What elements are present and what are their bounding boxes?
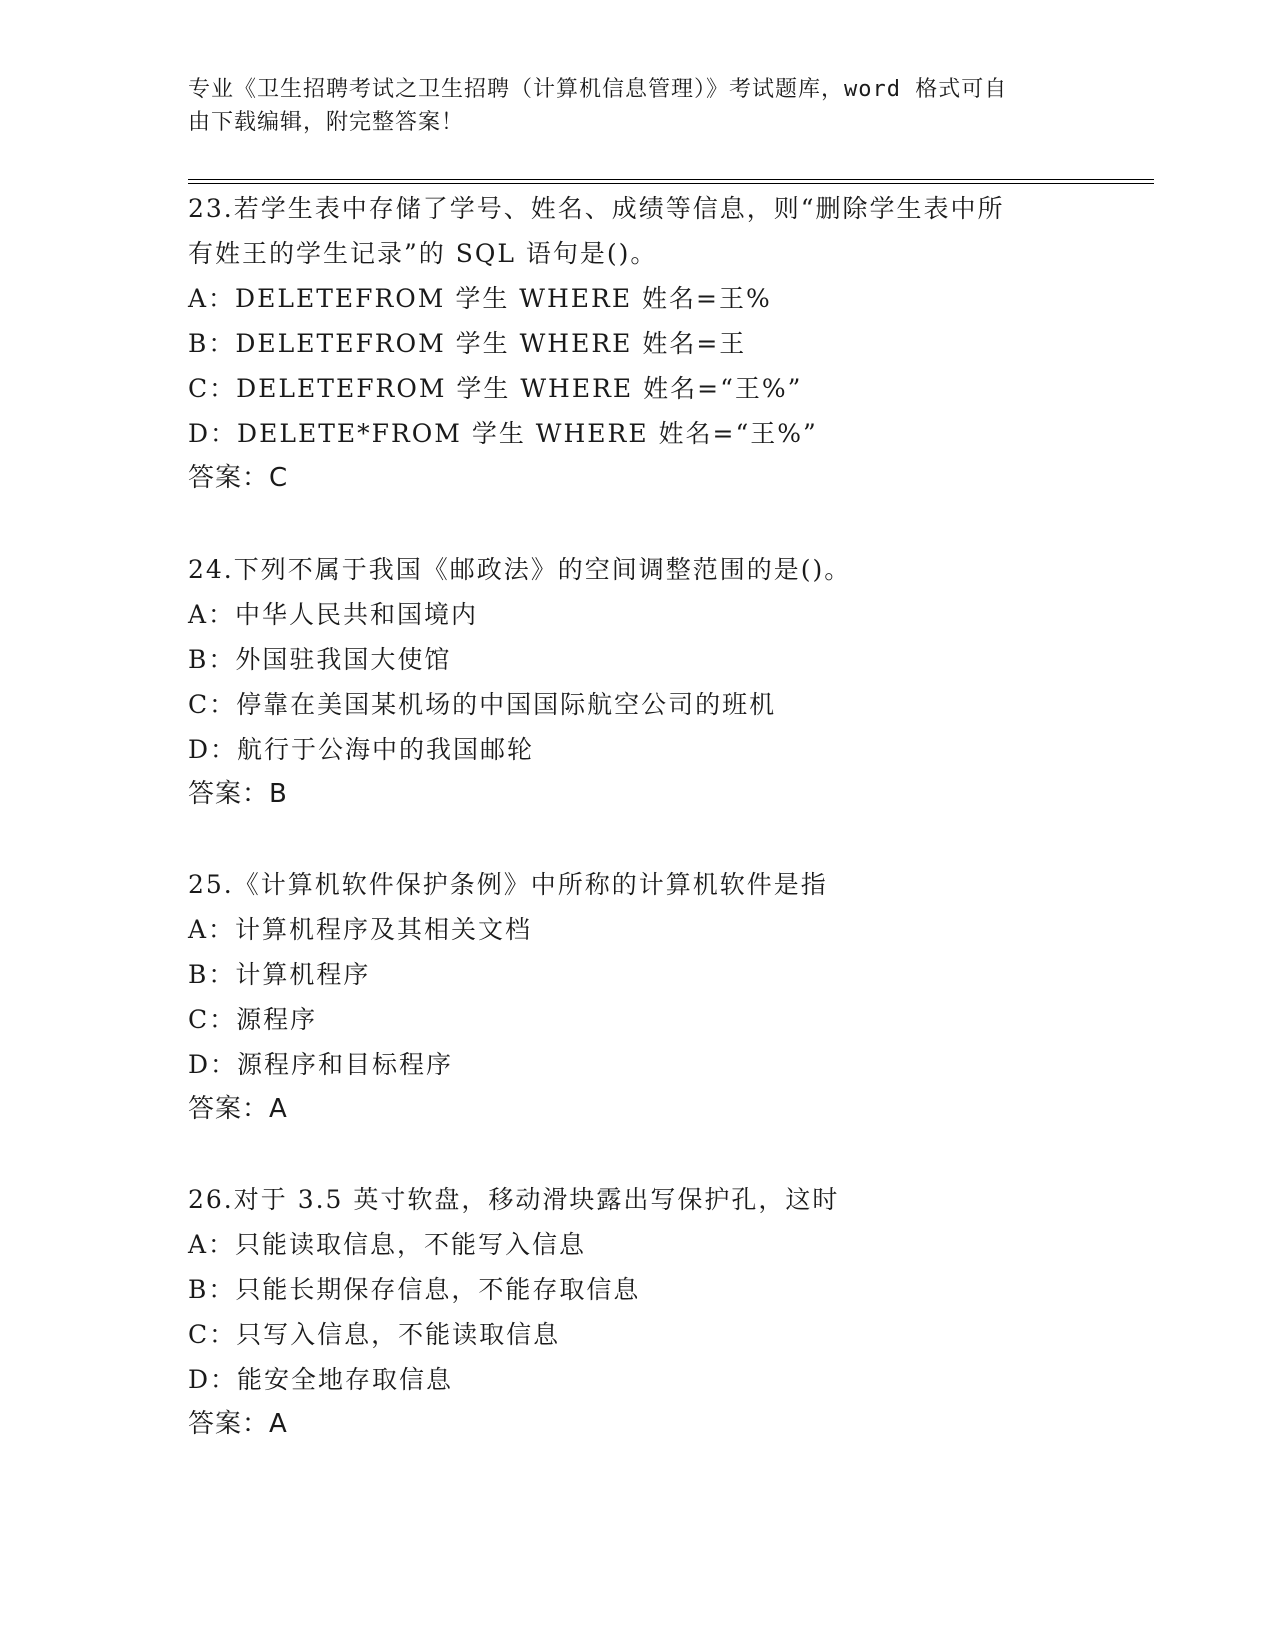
question-text: 26.对于 3.5 英寸软盘，移动滑块露出写保护孔，这时 [188,1185,840,1214]
option-c: C：停靠在美国某机场的中国国际航空公司的班机 [188,690,777,719]
option-b: B：DELETEFROM 学生 WHERE 姓名=王 [188,329,747,358]
question-text: 24.下列不属于我国《邮政法》的空间调整范围的是()。 [188,555,852,584]
answer-line: 答案：C [188,463,289,493]
question-24 [188,547,1088,817]
question-23 [188,186,1088,501]
answer-line: 答案：A [188,1409,288,1439]
question-25 [188,862,1088,1132]
option-b: B：外国驻我国大使馆 [188,645,452,674]
header-divider-top [188,179,1154,180]
question-text: 23.若学生表中存储了学号、姓名、成绩等信息，则“删除学生表中所 [188,194,1005,223]
option-c: C：源程序 [188,1005,318,1034]
option-c: C：只写入信息，不能读取信息 [188,1320,561,1349]
header-line-1: 专业《卫生招聘考试之卫生招聘（计算机信息管理）》考试题库，word 格式可自 [188,77,1008,102]
header-line-2: 由下载编辑，附完整答案！ [188,110,465,135]
option-d: D：能安全地存取信息 [188,1365,454,1394]
option-d: D：航行于公海中的我国邮轮 [188,735,535,764]
option-a: A：DELETEFROM 学生 WHERE 姓名=王% [188,284,772,313]
question-26 [188,1177,1088,1447]
option-a: A：中华人民共和国境内 [188,600,479,629]
question-text: 25.《计算机软件保护条例》中所称的计算机软件是指 [188,870,828,899]
option-d: D：源程序和目标程序 [188,1050,454,1079]
document-header [188,73,1068,139]
question-text-continued: 有姓王的学生记录”的 SQL 语句是()。 [188,239,658,268]
option-d: D：DELETE*FROM 学生 WHERE 姓名=“王%” [188,419,818,448]
option-a: A：计算机程序及其相关文档 [188,915,533,944]
answer-line: 答案：B [188,779,288,809]
option-b: B：只能长期保存信息，不能存取信息 [188,1275,641,1304]
option-b: B：计算机程序 [188,960,371,989]
answer-line: 答案：A [188,1094,288,1124]
option-c: C：DELETEFROM 学生 WHERE 姓名=“王%” [188,374,803,403]
header-divider-bottom [188,183,1154,184]
option-a: A：只能读取信息，不能写入信息 [188,1230,587,1259]
